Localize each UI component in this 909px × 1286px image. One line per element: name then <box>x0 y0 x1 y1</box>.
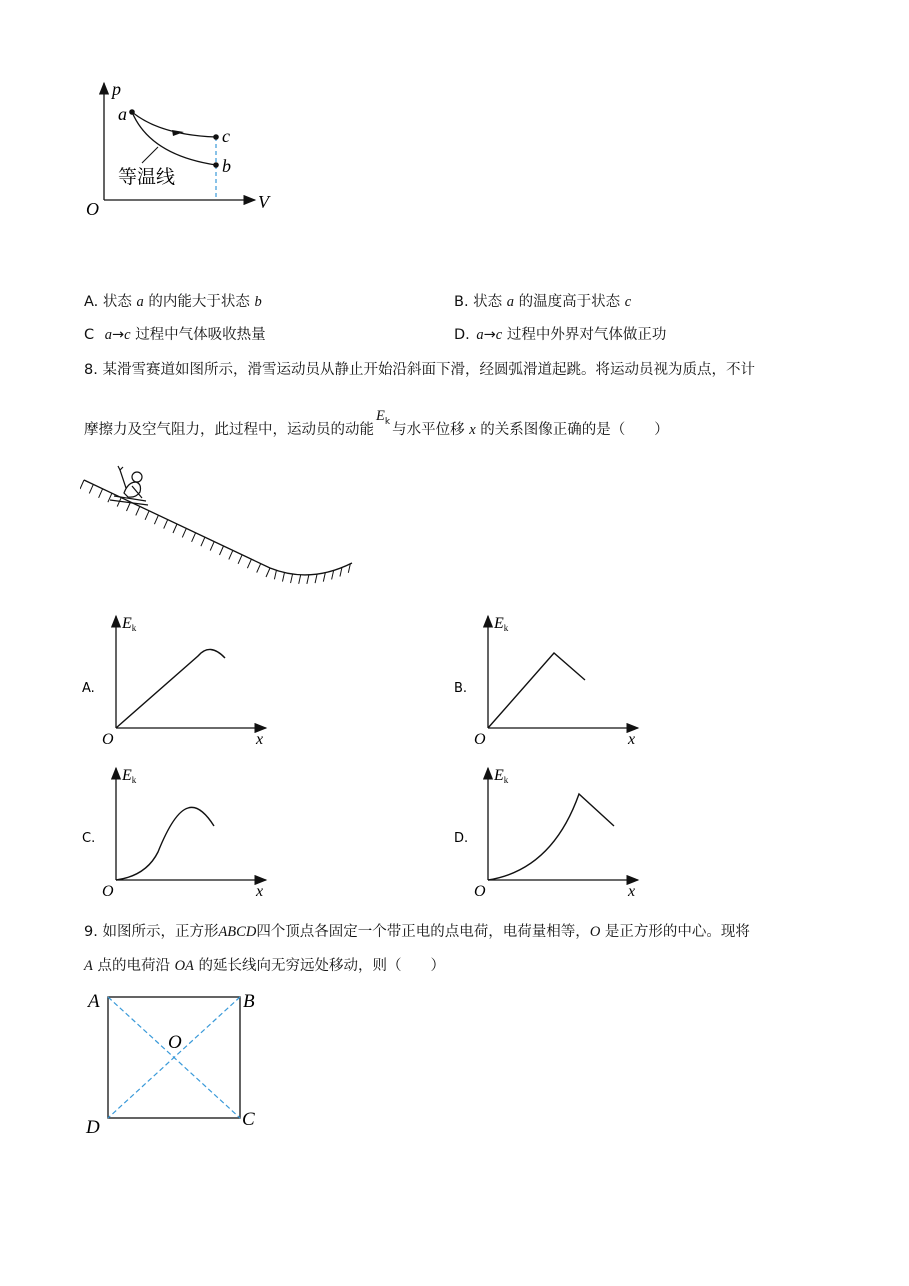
graph-d-curve <box>488 794 614 880</box>
square-abcd-figure <box>80 985 280 1145</box>
vertex-c: C <box>242 1109 255 1130</box>
option-mid: 的内能大于状态 <box>148 294 250 310</box>
option-post: 过程中气体吸收热量 <box>135 327 266 343</box>
option-arrow: → <box>483 327 496 343</box>
q9-line1 <box>84 922 750 942</box>
option-var1: a <box>476 327 484 343</box>
x-var: x <box>469 422 476 438</box>
ek-axis-label: Ek <box>122 767 137 785</box>
x-axis-label: x <box>628 883 636 900</box>
q9-line2-mid: 点的电荷沿 <box>97 958 170 974</box>
graph-a <box>80 608 280 748</box>
origin-label: O <box>474 731 486 748</box>
option-var1: a <box>506 294 515 310</box>
track-hatching <box>80 480 350 584</box>
q9-line1-mid: 四个顶点各固定一个带正电的点电荷，电荷量相等， <box>256 924 590 940</box>
point-c <box>213 134 219 140</box>
origin-label: O <box>102 883 114 900</box>
graph-label: B. <box>454 681 468 696</box>
option-var2: c <box>124 327 131 343</box>
option-letter: C <box>84 327 95 343</box>
q7-option-d <box>454 325 666 345</box>
q8-line2-end: 的关系图像正确的是（ ） <box>480 422 669 438</box>
p-axis-label: p <box>112 79 121 99</box>
segment-var: OA <box>174 958 194 974</box>
q9-line2 <box>84 956 445 976</box>
ek-sub: k <box>384 416 391 427</box>
center-var: O <box>589 924 601 940</box>
graph-label: A. <box>82 681 95 696</box>
q7-option-a <box>84 292 262 312</box>
vertex-b: B <box>243 991 255 1012</box>
option-var1: a <box>136 294 144 310</box>
option-letter: A. <box>84 294 99 310</box>
q7-option-b <box>454 292 631 312</box>
graph-b-curve <box>488 653 585 728</box>
option-var2: b <box>254 294 262 310</box>
point-b <box>213 162 219 168</box>
option-letter: B. <box>454 294 469 310</box>
ek-symbol: E <box>376 408 385 424</box>
ek-axis-label: Ek <box>494 615 509 633</box>
point-a-var: A <box>84 958 93 974</box>
skier-icon <box>110 466 148 505</box>
graph-c <box>80 760 280 900</box>
ski-track-figure <box>80 460 370 600</box>
isotherm-label: 等温线 <box>118 166 176 188</box>
graph-b <box>452 608 652 748</box>
origin-label: O <box>86 199 99 219</box>
q8-line2 <box>84 408 669 446</box>
label-c: c <box>222 126 230 146</box>
option-var2: c <box>624 294 632 310</box>
graph-d <box>452 760 652 900</box>
isotherm-pointer <box>142 147 158 163</box>
label-a: a <box>118 104 127 124</box>
graph-a-curve <box>116 649 225 728</box>
square-name: ABCD <box>218 924 257 940</box>
graph-c-curve <box>116 807 214 880</box>
q8-line1: 8. 某滑雪赛道如图所示，滑雪运动员从静止开始沿斜面下滑，经圆弧滑道起跳。将运动员视为质点，不计 <box>84 362 755 378</box>
center-o: O <box>168 1032 182 1053</box>
ek-axis-label: Ek <box>122 615 137 633</box>
q7-option-c <box>84 325 266 345</box>
v-axis-label: V <box>258 192 269 212</box>
q9-line2-post: 的延长线向无穷远处移动，则（ ） <box>198 958 446 974</box>
option-var1: a <box>104 327 112 343</box>
option-pre: 状态 <box>102 294 132 310</box>
q8-line2-post: 与水平位移 <box>392 422 465 438</box>
origin-label: O <box>102 731 114 748</box>
option-pre: 状态 <box>473 294 503 310</box>
point-a <box>129 109 135 115</box>
q9-line1-pre: 9. 如图所示，正方形 <box>84 924 219 940</box>
x-axis-label: x <box>628 731 636 748</box>
option-var2: c <box>495 327 503 343</box>
option-arrow: → <box>111 327 125 343</box>
origin-label: O <box>474 883 486 900</box>
x-axis-label: x <box>256 731 264 748</box>
graph-label: C. <box>82 831 96 846</box>
option-letter: D. <box>454 327 470 343</box>
track-surface <box>84 480 352 575</box>
q8-line2-pre: 摩擦力及空气阻力，此过程中，运动员的动能 <box>84 422 374 438</box>
option-post: 过程中外界对气体做正功 <box>506 327 667 343</box>
label-b: b <box>222 156 231 176</box>
vertex-a: A <box>88 991 100 1012</box>
pv-diagram <box>80 75 280 225</box>
x-axis-label: x <box>256 883 264 900</box>
option-mid: 的温度高于状态 <box>518 294 621 310</box>
q9-line1-post: 是正方形的中心。现将 <box>604 924 750 940</box>
vertex-d: D <box>86 1117 100 1138</box>
ek-axis-label: Ek <box>494 767 509 785</box>
graph-label: D. <box>454 831 469 846</box>
